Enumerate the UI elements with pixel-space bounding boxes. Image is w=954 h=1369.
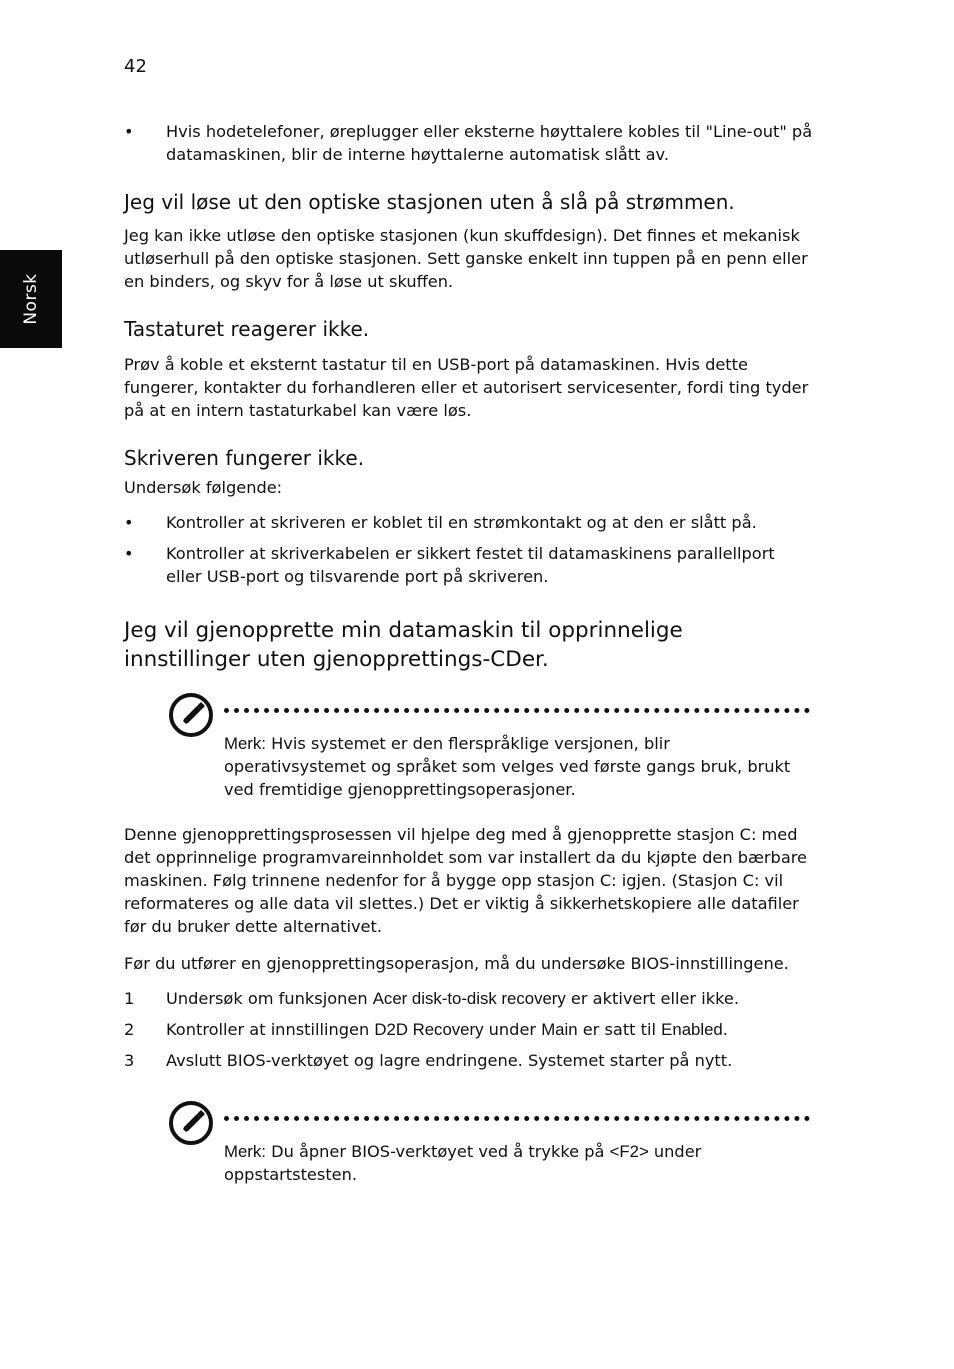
bullet-item (124, 511, 814, 534)
bullet-text: Kontroller at skriverkabelen er sikkert festet til datamaskinens parallellport eller USB-port og tilsvarende port på skriveren. (166, 544, 775, 586)
step-number: 2 (124, 1020, 135, 1039)
section-intro: Undersøk følgende: (124, 478, 283, 497)
note-pen-icon (168, 692, 214, 738)
numbered-step: 1 Undersøk om funksjonen Acer disk-to-disk recovery er aktivert eller ikke. (124, 989, 739, 1008)
note-divider (224, 708, 810, 713)
section-body: Jeg kan ikke utløse den optiske stasjonen (kun skuffdesign). Det finnes et mekanisk utløserhull på den optiske stasjonen. Sett ganske enkelt inn tuppen på en penn eller en binders, og skyv for å løse ut skuffen. (124, 226, 808, 291)
ui-term: D2D Recovery (374, 1020, 484, 1039)
note-pen-icon (168, 1100, 214, 1146)
section-title: Tastaturet reagerer ikke. (124, 317, 370, 341)
note-text: Merk: Hvis systemet er den flerspråklige versjonen, blir operativsystemet og språket som velges ved første gangs bruk, brukt ved fremtidige gjenopprettingsoperasjoner. (224, 734, 791, 799)
note-box (168, 1100, 814, 1186)
page-number: 42 (124, 56, 147, 77)
numbered-step: 2 Kontroller at innstillingen D2D Recovery under Main er satt til Enabled. (124, 1020, 728, 1039)
ui-term: Acer disk-to-disk recovery (372, 989, 566, 1008)
page-content (124, 120, 814, 1186)
step-number: 3 (124, 1051, 135, 1070)
step-number: 1 (124, 989, 135, 1008)
ui-term: Enabled (661, 1020, 723, 1039)
bullet-dot: • (124, 513, 134, 532)
bullet-text: Kontroller at skriveren er koblet til en strømkontakt og at den er slått på. (166, 513, 757, 532)
paragraph: Denne gjenopprettingsprosessen vil hjelpe deg med å gjenopprette stasjon C: med det opprinnelige programvareinnholdet som var installert da du kjøpte den bærbare maskinen. Følg trinnene nedenfor for å bygge opp stasjon C: igjen. (Stasjon C: vil reformateres og alle data vil slettes.) Det er viktig å sikkerhetskopiere alle datafiler før du bruker dette alternativet. (124, 825, 807, 936)
note-text: Merk: Du åpner BIOS-verktøyet ved å trykke på <F2> under oppstartstesten. (224, 1142, 702, 1184)
side-tab-label: Norsk (21, 273, 41, 325)
section-title: Skriveren fungerer ikke. (124, 446, 365, 470)
bullet-item (124, 120, 814, 166)
key-label: <F2> (609, 1142, 649, 1161)
section-body: Prøv å koble et eksternt tastatur til en USB-port på datamaskinen. Hvis dette fungerer, kontakter du forhandleren eller et autorisert servicesenter, fordi ting tyder på at en intern tastaturkabel kan være løs. (124, 355, 809, 420)
section-title: Jeg vil gjenopprette min datamaskin til opprinnelige innstillinger uten gjenopprettings-CDer. (124, 618, 683, 672)
numbered-step: 3 Avslutt BIOS-verktøyet og lagre endringene. Systemet starter på nytt. (124, 1051, 733, 1070)
note-divider (224, 1116, 810, 1121)
bullet-dot: • (124, 122, 134, 141)
language-side-tab (0, 250, 62, 348)
bullet-item (124, 542, 814, 588)
note-label: Merk: (224, 734, 266, 753)
paragraph: Før du utfører en gjenopprettingsoperasjon, må du undersøke BIOS-innstillingene. (124, 954, 789, 973)
bullet-dot: • (124, 544, 134, 563)
note-box (168, 692, 814, 801)
note-label: Merk: (224, 1142, 266, 1161)
section-title: Jeg vil løse ut den optiske stasjonen uten å slå på strømmen. (124, 190, 735, 214)
bullet-text: Hvis hodetelefoner, øreplugger eller eksterne høyttalere kobles til "Line-out" på datamaskinen, blir de interne høyttalerne automatisk slått av. (166, 122, 813, 164)
ui-term: Main (541, 1020, 578, 1039)
